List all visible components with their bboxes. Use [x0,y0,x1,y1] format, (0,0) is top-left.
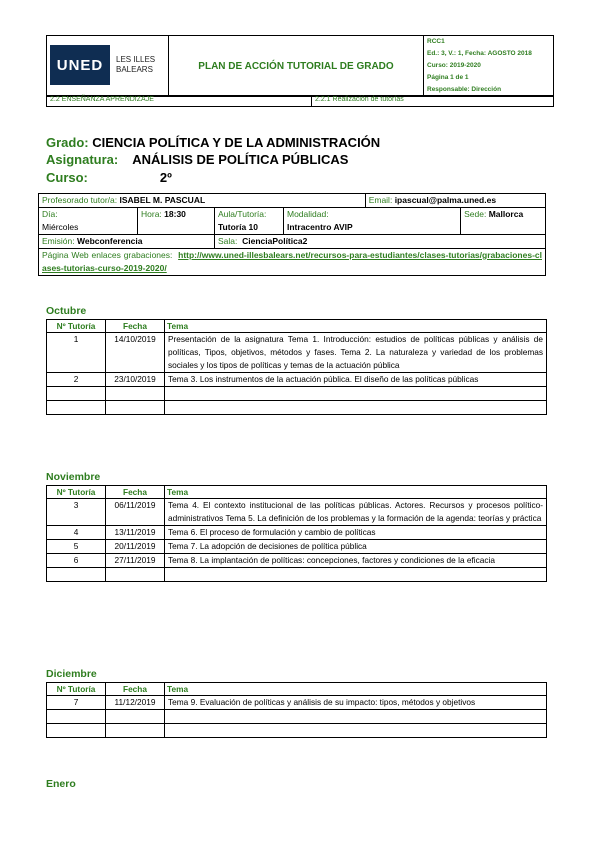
empty-row [47,724,547,738]
uned-logo: UNED [50,45,110,85]
sala-cell: Sala: CienciaPolítica2 [215,235,546,249]
table-row: 7 11/12/2019 Tema 9. Evaluación de políticas y análisis de su impacto: tipos, métodos y objetivos [47,696,547,710]
empty-row [47,710,547,724]
dia-cell: Día: Miércoles [39,208,138,235]
month-heading-noviembre: Noviembre [46,471,101,483]
col-header-n: Nº Tutoría [47,320,106,333]
col-header-fecha: Fecha [106,320,165,333]
sede-cell: Sede: Mallorca [461,208,546,235]
recordings-link[interactable]: http://www.uned-illesbalears.net/recursos-para-estudiantes/clases-tutorias/grabaciones-clases-tutorias-curso-2019-2020/ [42,250,542,273]
process-step: 2.2.1 Realización de tutorías [312,96,554,107]
curso-value: 2º [159,170,172,185]
table-row: 3 06/11/2019 Tema 4. El contexto institucional de las políticas públicas. Actores. Recursos y procesos político-administrativos Tema 5. La definición de los problemas y la formación de la agenda: teorías y práctica [47,499,547,526]
schedule-table-noviembre: Nº Tutoría Fecha Tema 3 06/11/2019 Tema 4. El contexto institucional de las políticas públicas. Actores. Recursos y procesos político-administrativos Tema 5. La definición de los problemas y la formación de la agenda: teorías y práctica 4 13/11/2019 Tema 6. El proceso de formulación y cambio de políticas 5 20/11/2019 Tema 7. La adopción de decisiones de política pública 6 27/11/2019 Tema 8. La implantación de políticas: concepciones, factores y condiciones de la eficacia [46,485,547,582]
schedule-table-octubre [46,319,547,415]
table-row: 4 13/11/2019 Tema 6. El proceso de formulación y cambio de políticas [47,526,547,540]
month-heading-enero: Enero [46,778,76,790]
table-row: 5 20/11/2019 Tema 7. La adopción de decisiones de política pública [47,540,547,554]
grado-line: Grado: CIENCIA POLÍTICA Y DE LA ADMINISTRACIÓN [46,135,381,150]
modalidad-cell: Modalidad: Intracentro AVIP [284,208,461,235]
asignatura-value: ANÁLISIS DE POLÍTICA PÚBLICAS [132,152,349,167]
emision-cell: Emisión: Webconferencia [39,235,215,249]
table-row: 6 27/11/2019 Tema 8. La implantación de políticas: concepciones, factores y condiciones de la eficacia [47,554,547,568]
document-title: PLAN DE ACCIÓN TUTORIAL DE GRADO [169,36,424,97]
web-cell: Página Web enlaces grabaciones: http://www.uned-illesbalears.net/recursos-para-estudiantes/clases-tutorias/grabaciones-clases-tutorias-curso-2019-2020/ [39,249,546,276]
table-row: 1 14/10/2019 Presentación de la asignatura Tema 1. Introducción: estudios de políticas públicas y análisis de políticas, Tipos, objetivos, métodos y fases. Tema 2. La naturaleza y variedad de los problemas sociales y los tipos de políticas y temas de la actuación pública [47,333,547,373]
process-subheader [46,95,554,107]
aula-cell: Aula/Tutoría: Tutoría 10 [215,208,284,235]
grado-value: CIENCIA POLÍTICA Y DE LA ADMINISTRACIÓN [92,135,381,150]
schedule-table-diciembre: Nº Tutoría Fecha Tema 7 11/12/2019 Tema 9. Evaluación de políticas y análisis de su impacto: tipos, métodos y objetivos [46,682,547,738]
profesor-cell: Profesorado tutor/a: ISABEL M. PASCUAL [39,194,366,208]
email-cell: Email: ipascual@palma.uned.es [365,194,545,208]
process-area: 2.2 ENSEÑANZA APRENDIZAJE [47,96,312,107]
curso-line: Curso: 2º [46,170,172,185]
document-meta: RCC1 Ed.: 3, V.: 1, Fecha: AGOSTO 2018 Curso: 2019-2020 Página 1 de 1 Responsable: Dirección [424,36,554,97]
hora-cell: Hora: 18:30 [138,208,215,235]
asignatura-line: Asignatura: ANÁLISIS DE POLÍTICA PÚBLICAS [46,152,349,167]
empty-row [47,568,547,582]
table-row: 2 23/10/2019 Tema 3. Los instrumentos de la actuación pública. El diseño de las políticas públicas [47,373,547,387]
month-heading-diciembre: Diciembre [46,668,97,680]
illes-balears-logo: LES ILLES BALEARS [116,55,156,74]
tutor-info-table [38,193,546,276]
empty-row [47,387,547,401]
logo-cell [47,36,169,97]
document-header [46,35,554,97]
col-header-tema: Tema [165,320,547,333]
month-heading-octubre: Octubre [46,305,87,317]
empty-row [47,401,547,415]
